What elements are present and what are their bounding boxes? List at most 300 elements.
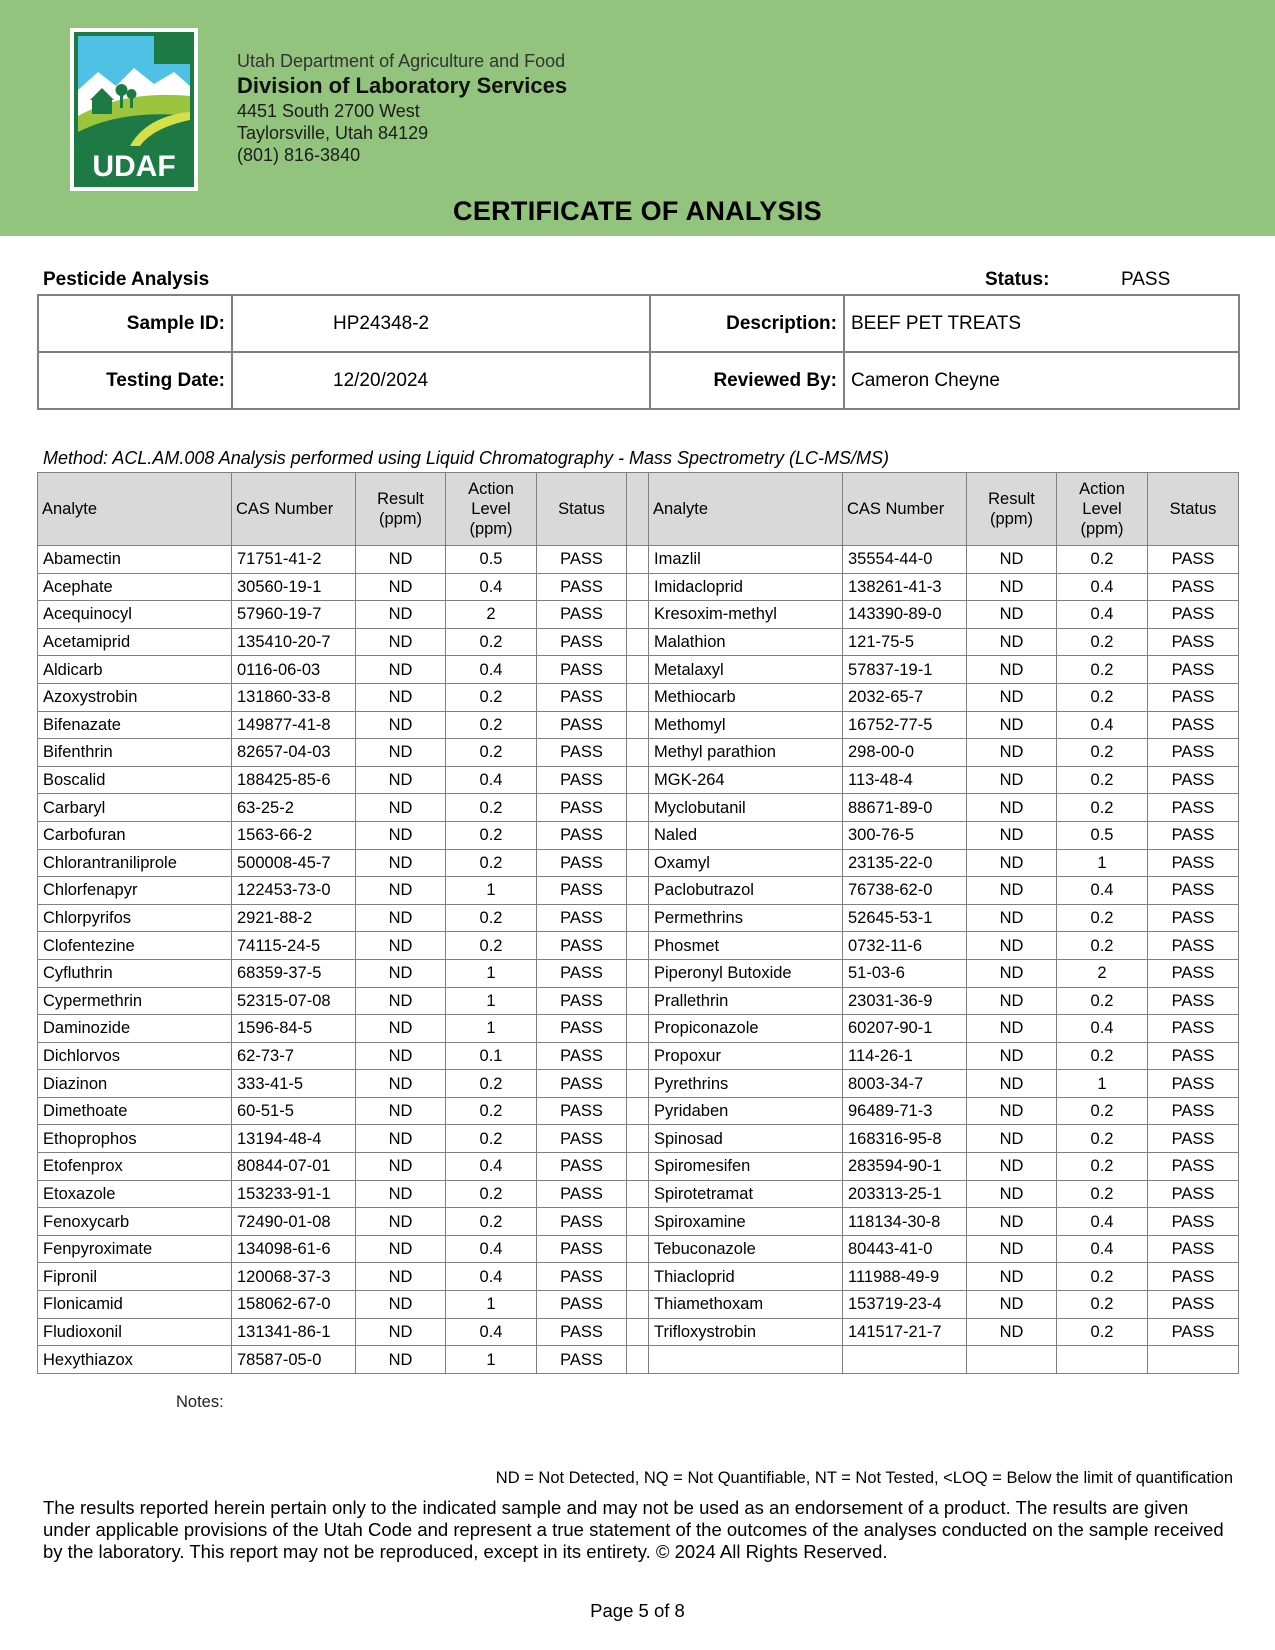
cell-action-level [1057,1346,1148,1374]
cell-result: ND [967,683,1057,711]
cell-analyte: Fipronil [38,1263,232,1291]
cell-action-level: 0.2 [1057,1180,1148,1208]
cell-result: ND [967,1153,1057,1181]
cell-action-level: 1 [446,959,537,987]
cell-cas-number: 118134-30-8 [843,1208,967,1236]
cell-status: PASS [537,849,627,877]
column-divider [627,932,649,960]
cell-cas-number: 23031-36-9 [843,987,967,1015]
cell-cas-number: 153233-91-1 [232,1180,356,1208]
address-line2: Taylorsville, Utah 84129 [237,123,429,143]
description-value: BEEF PET TREATS [844,295,1239,352]
cell-result: ND [356,1015,446,1043]
section-title: Pesticide Analysis [43,269,210,290]
cell-cas-number: 2921-88-2 [232,904,356,932]
cell-result: ND [967,959,1057,987]
description-label: Description: [650,295,844,352]
column-divider [627,904,649,932]
cell-status: PASS [1148,656,1239,684]
cell-analyte: Dichlorvos [38,1042,232,1070]
column-divider [627,573,649,601]
cell-status: PASS [537,628,627,656]
table-row [38,601,1239,629]
cell-action-level: 0.4 [446,1153,537,1181]
cell-result: ND [967,1318,1057,1346]
cell-status: PASS [1148,1097,1239,1125]
table-row [38,1346,1239,1374]
cell-cas-number: 168316-95-8 [843,1125,967,1153]
table-row [38,987,1239,1015]
header-analyte: Analyte [649,473,843,546]
cell-cas-number: 114-26-1 [843,1042,967,1070]
table-row [38,1318,1239,1346]
cell-cas-number: 500008-45-7 [232,849,356,877]
cell-result: ND [967,546,1057,574]
cell-result: ND [356,1208,446,1236]
cell-cas-number: 283594-90-1 [843,1153,967,1181]
cell-analyte: Daminozide [38,1015,232,1043]
cell-analyte: Ethoprophos [38,1125,232,1153]
table-row [38,683,1239,711]
cell-action-level: 0.2 [446,1180,537,1208]
column-divider [627,739,649,767]
cell-cas-number: 74115-24-5 [232,932,356,960]
cell-analyte: Spiromesifen [649,1153,843,1181]
column-divider [627,1291,649,1319]
cell-analyte: Cyfluthrin [38,959,232,987]
column-divider [627,1097,649,1125]
cell-result [967,1346,1057,1374]
cell-cas-number: 72490-01-08 [232,1208,356,1236]
cell-result: ND [356,1070,446,1098]
cell-analyte: Permethrins [649,904,843,932]
cell-analyte: Carbofuran [38,821,232,849]
table-row [38,546,1239,574]
column-divider [627,601,649,629]
column-divider [627,1235,649,1263]
cell-status: PASS [537,1097,627,1125]
cell-status: PASS [1148,904,1239,932]
cell-action-level: 0.4 [446,1235,537,1263]
cell-action-level: 2 [1057,959,1148,987]
table-row [38,904,1239,932]
header-action-level: Action Level (ppm) [1057,473,1148,546]
column-divider [627,628,649,656]
header-cas-number: CAS Number [232,473,356,546]
cell-analyte: Naled [649,821,843,849]
cell-status: PASS [1148,1180,1239,1208]
cell-cas-number: 138261-41-3 [843,573,967,601]
cell-action-level: 0.4 [446,766,537,794]
cell-cas-number: 13194-48-4 [232,1125,356,1153]
sample-id-value: HP24348-2 [232,295,650,352]
cell-action-level: 0.2 [446,932,537,960]
cell-result: ND [967,1015,1057,1043]
cell-analyte: Paclobutrazol [649,877,843,905]
cell-status: PASS [1148,601,1239,629]
cell-status: PASS [1148,1291,1239,1319]
cell-result: ND [356,849,446,877]
cell-status: PASS [537,1070,627,1098]
cell-status: PASS [1148,849,1239,877]
cell-cas-number: 1563-66-2 [232,821,356,849]
cell-analyte: Metalaxyl [649,656,843,684]
org-block [237,50,567,166]
cell-result: ND [967,1291,1057,1319]
cell-cas-number: 82657-04-03 [232,739,356,767]
table-row [38,932,1239,960]
cell-result: ND [967,1125,1057,1153]
cell-result: ND [356,601,446,629]
cell-cas-number: 188425-85-6 [232,766,356,794]
cell-analyte: Prallethrin [649,987,843,1015]
cell-analyte: Acequinocyl [38,601,232,629]
cell-result: ND [356,1042,446,1070]
cell-analyte: Imazlil [649,546,843,574]
cell-cas-number: 131341-86-1 [232,1318,356,1346]
cell-action-level: 0.4 [1057,877,1148,905]
column-divider [627,1263,649,1291]
cell-result: ND [356,987,446,1015]
column-divider [627,1208,649,1236]
cell-analyte: Spirotetramat [649,1180,843,1208]
cell-analyte: Carbaryl [38,794,232,822]
cell-status: PASS [1148,1263,1239,1291]
cell-status: PASS [537,573,627,601]
cell-analyte: Methomyl [649,711,843,739]
cell-result: ND [967,904,1057,932]
cell-analyte: Diazinon [38,1070,232,1098]
cell-action-level: 0.4 [446,656,537,684]
cell-action-level: 0.2 [446,1125,537,1153]
cell-status: PASS [1148,766,1239,794]
table-row [38,1291,1239,1319]
disclaimer-text: The results reported herein pertain only to the indicated sample and may not be used as an endorsement of a product. The results are given under applicable provisions of the Utah Code and represent a true statement of the outcomes of the analyses conducted on the sample received by the laboratory. This report may not be reproduced, except in its entirety. © 2024 All Rights Reserved. [43,1497,1224,1562]
sample-id-label: Sample ID: [38,295,232,352]
cell-cas-number: 60-51-5 [232,1097,356,1125]
cell-status: PASS [537,1125,627,1153]
cell-analyte: Kresoxim-methyl [649,601,843,629]
cell-status: PASS [1148,1042,1239,1070]
cell-status: PASS [537,683,627,711]
table-row [38,573,1239,601]
cell-analyte: Imidacloprid [649,573,843,601]
cell-analyte: Dimethoate [38,1097,232,1125]
cell-status: PASS [537,794,627,822]
cell-analyte: Fludioxonil [38,1318,232,1346]
cell-cas-number: 30560-19-1 [232,573,356,601]
table-row [38,1180,1239,1208]
column-divider [627,959,649,987]
cell-analyte: Thiacloprid [649,1263,843,1291]
cell-status: PASS [537,1208,627,1236]
cell-status: PASS [537,904,627,932]
cell-analyte: Abamectin [38,546,232,574]
cell-cas-number: 23135-22-0 [843,849,967,877]
cell-analyte: Fenpyroximate [38,1235,232,1263]
cell-result: ND [356,1346,446,1374]
cell-result: ND [967,1263,1057,1291]
cell-analyte [649,1346,843,1374]
table-row [38,1042,1239,1070]
cell-status: PASS [537,656,627,684]
cell-result: ND [967,1042,1057,1070]
header-result: Result (ppm) [967,473,1057,546]
cell-action-level: 0.2 [1057,932,1148,960]
cell-status: PASS [1148,546,1239,574]
header-status: Status [1148,473,1239,546]
cell-result: ND [967,849,1057,877]
column-divider [627,877,649,905]
cell-cas-number: 78587-05-0 [232,1346,356,1374]
cell-result: ND [356,932,446,960]
cell-status: PASS [537,987,627,1015]
cell-status: PASS [1148,628,1239,656]
cell-cas-number: 57960-19-7 [232,601,356,629]
cell-action-level: 1 [446,987,537,1015]
cell-status: PASS [1148,1015,1239,1043]
cell-action-level: 0.4 [1057,1208,1148,1236]
column-divider [627,1180,649,1208]
cell-analyte: Bifenazate [38,711,232,739]
cell-status: PASS [1148,711,1239,739]
column-divider [627,821,649,849]
column-divider [627,1153,649,1181]
table-row [38,959,1239,987]
cell-result: ND [356,794,446,822]
cell-analyte: Thiamethoxam [649,1291,843,1319]
header-result: Result (ppm) [356,473,446,546]
cell-analyte: Acephate [38,573,232,601]
cell-action-level: 0.4 [1057,1235,1148,1263]
cell-analyte: MGK-264 [649,766,843,794]
cell-action-level: 1 [1057,1070,1148,1098]
sample-info-table [37,294,1240,410]
table-row [38,1125,1239,1153]
cell-result: ND [967,877,1057,905]
table-row [38,1263,1239,1291]
column-divider [627,987,649,1015]
address-line1: 4451 South 2700 West [237,101,420,121]
table-row [38,877,1239,905]
cell-result: ND [967,1208,1057,1236]
cell-result: ND [356,904,446,932]
cell-action-level: 0.2 [1057,1125,1148,1153]
cell-analyte: Acetamiprid [38,628,232,656]
cell-status: PASS [1148,573,1239,601]
cell-action-level: 0.2 [446,794,537,822]
cell-analyte: Pyrethrins [649,1070,843,1098]
cell-action-level: 0.2 [446,1097,537,1125]
cell-action-level: 0.5 [446,546,537,574]
cell-cas-number: 68359-37-5 [232,959,356,987]
column-divider [627,711,649,739]
cell-action-level: 0.2 [1057,739,1148,767]
notes-label: Notes: [176,1393,224,1411]
table-row [38,739,1239,767]
cell-result: ND [356,1263,446,1291]
abbreviation-legend: ND = Not Detected, NQ = Not Quantifiable, NT = Not Tested, <LOQ = Below the limit of quantification [495,1469,1233,1487]
table-row [38,849,1239,877]
cell-analyte: Chlorpyrifos [38,904,232,932]
cell-cas-number: 131860-33-8 [232,683,356,711]
cell-status: PASS [537,959,627,987]
cell-status: PASS [1148,683,1239,711]
cell-analyte: Boscalid [38,766,232,794]
cell-cas-number: 113-48-4 [843,766,967,794]
cell-action-level: 0.2 [446,849,537,877]
cell-action-level: 0.2 [1057,987,1148,1015]
cell-status: PASS [1148,877,1239,905]
cell-status: PASS [537,601,627,629]
cell-analyte: Propoxur [649,1042,843,1070]
column-divider [627,1015,649,1043]
udaf-logo [70,28,198,191]
overall-status-label: Status: [985,269,1050,290]
table-row [38,1235,1239,1263]
table-header-row [38,473,1239,546]
cell-action-level: 0.2 [1057,1097,1148,1125]
cell-cas-number: 121-75-5 [843,628,967,656]
cell-analyte: Fenoxycarb [38,1208,232,1236]
cell-analyte: Flonicamid [38,1291,232,1319]
cell-action-level: 0.4 [1057,573,1148,601]
cell-result: ND [967,1235,1057,1263]
cell-action-level: 1 [446,877,537,905]
cell-status: PASS [537,1291,627,1319]
cell-action-level: 0.4 [1057,1015,1148,1043]
cell-analyte: Clofentezine [38,932,232,960]
cell-cas-number: 122453-73-0 [232,877,356,905]
cell-action-level: 0.2 [446,904,537,932]
header-cas-number: CAS Number [843,473,967,546]
table-row [38,766,1239,794]
cell-analyte: Etoxazole [38,1180,232,1208]
cell-result: ND [356,1318,446,1346]
table-row [38,1153,1239,1181]
cell-result: ND [967,1180,1057,1208]
cell-analyte: Propiconazole [649,1015,843,1043]
cell-result: ND [356,877,446,905]
column-divider [627,546,649,574]
division-name: Division of Laboratory Services [237,73,568,98]
table-row [38,656,1239,684]
cell-result: ND [356,1180,446,1208]
cell-result: ND [967,711,1057,739]
cell-result: ND [356,711,446,739]
cell-action-level: 0.2 [1057,628,1148,656]
cell-cas-number: 158062-67-0 [232,1291,356,1319]
cell-cas-number: 51-03-6 [843,959,967,987]
cell-cas-number: 16752-77-5 [843,711,967,739]
cell-cas-number: 141517-21-7 [843,1318,967,1346]
cell-status: PASS [537,1318,627,1346]
cell-cas-number: 96489-71-3 [843,1097,967,1125]
cell-cas-number: 2032-65-7 [843,683,967,711]
cell-cas-number: 298-00-0 [843,739,967,767]
cell-result: ND [967,656,1057,684]
column-divider [627,1042,649,1070]
cell-analyte: Malathion [649,628,843,656]
department-name: Utah Department of Agriculture and Food [237,51,566,71]
cell-result: ND [356,656,446,684]
cell-action-level: 0.2 [1057,683,1148,711]
cell-status: PASS [1148,987,1239,1015]
cell-status: PASS [537,546,627,574]
cell-action-level: 0.2 [1057,546,1148,574]
cell-cas-number: 153719-23-4 [843,1291,967,1319]
cell-action-level: 2 [446,601,537,629]
cell-analyte: Tebuconazole [649,1235,843,1263]
cell-cas-number: 88671-89-0 [843,794,967,822]
cell-result: ND [356,766,446,794]
cell-cas-number: 0116-06-03 [232,656,356,684]
cell-cas-number: 63-25-2 [232,794,356,822]
cell-status: PASS [537,1153,627,1181]
cell-cas-number: 111988-49-9 [843,1263,967,1291]
cell-action-level: 1 [446,1015,537,1043]
cell-analyte: Oxamyl [649,849,843,877]
cell-status: PASS [537,711,627,739]
sample-info-row [38,352,1239,409]
cell-cas-number: 135410-20-7 [232,628,356,656]
cell-result: ND [967,987,1057,1015]
cell-analyte: Methiocarb [649,683,843,711]
cell-result: ND [967,932,1057,960]
cell-cas-number: 143390-89-0 [843,601,967,629]
page-number: Page 5 of 8 [590,1600,685,1621]
table-row [38,1070,1239,1098]
cell-status: PASS [1148,821,1239,849]
testing-date-value: 12/20/2024 [232,352,650,409]
cell-action-level: 0.2 [1057,1318,1148,1346]
sample-info-row [38,295,1239,352]
cell-action-level: 0.4 [446,1263,537,1291]
cell-result: ND [356,1291,446,1319]
cell-status: PASS [1148,1070,1239,1098]
cell-cas-number: 35554-44-0 [843,546,967,574]
cell-status: PASS [1148,959,1239,987]
cell-action-level: 0.4 [446,573,537,601]
cell-analyte: Myclobutanil [649,794,843,822]
cell-action-level: 0.2 [446,628,537,656]
header-analyte: Analyte [38,473,232,546]
cell-status: PASS [1148,1235,1239,1263]
cell-action-level: 0.2 [1057,656,1148,684]
cell-cas-number: 62-73-7 [232,1042,356,1070]
cell-analyte: Trifloxystrobin [649,1318,843,1346]
cell-action-level: 0.2 [1057,1042,1148,1070]
column-divider [627,794,649,822]
cell-cas-number: 80844-07-01 [232,1153,356,1181]
cell-analyte: Azoxystrobin [38,683,232,711]
cell-action-level: 0.1 [446,1042,537,1070]
cell-status: PASS [537,1042,627,1070]
reviewed-by-label: Reviewed By: [650,352,844,409]
cell-status: PASS [1148,1318,1239,1346]
cell-status: PASS [537,739,627,767]
table-row [38,711,1239,739]
cell-action-level: 0.2 [446,739,537,767]
phone: (801) 816-3840 [237,145,361,165]
cell-analyte: Hexythiazox [38,1346,232,1374]
cell-status: PASS [537,1015,627,1043]
cell-action-level: 0.2 [446,1070,537,1098]
cell-status: PASS [537,766,627,794]
cell-result: ND [356,739,446,767]
cell-result: ND [967,766,1057,794]
cell-result: ND [967,1070,1057,1098]
